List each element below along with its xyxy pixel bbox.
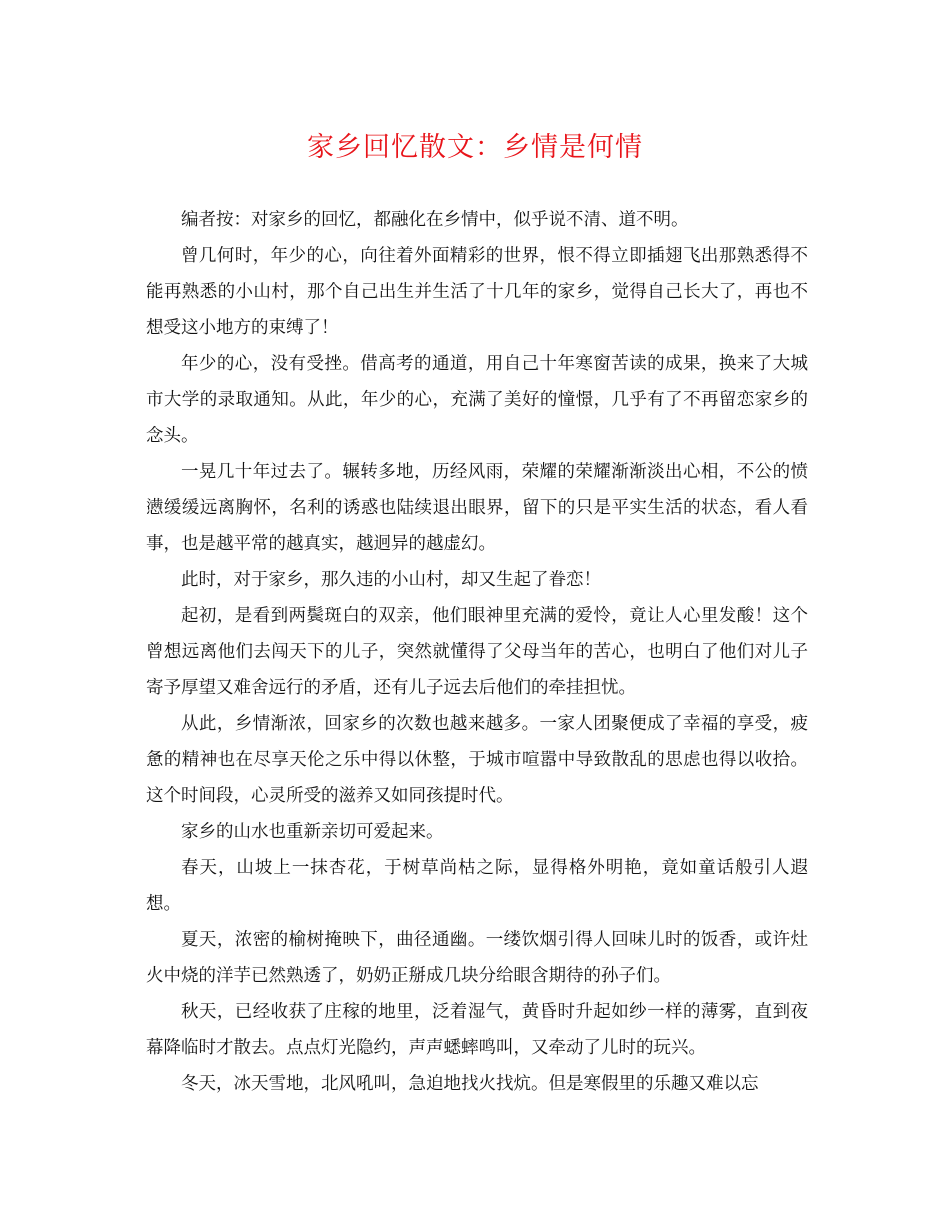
paragraph-summer: 夏天，浓密的榆树掩映下，曲径通幽。一缕饮烟引得人回味儿时的饭香，或许灶火中烧的洋芋已然熟透了，奶奶正掰成几块分给眼含期待的孙子们。 [146, 930, 808, 986]
paragraph-editor-note: 编者按：对家乡的回忆，都融化在乡情中，似乎说不清、道不明。 [181, 210, 689, 230]
paragraph-winter: 冬天，冰天雪地，北风吼叫，急迫地找火找炕。但是寒假里的乐趣又难以忘 [181, 1074, 759, 1094]
paragraph: 年少的心，没有受挫。借高考的通道，用自己十年寒窗苦读的成果，换来了大城市大学的录取通知。从此，年少的心，充满了美好的憧憬，几乎有了不再留恋家乡的念头。 [146, 354, 808, 446]
paragraph: 曾几何时，年少的心，向往着外面精彩的世界，恨不得立即插翅飞出那熟悉得不能再熟悉的小山村，那个自己出生并生活了十几年的家乡，觉得自己长大了，再也不想受这小地方的束缚了！ [146, 246, 808, 338]
paragraph-autumn: 秋天，已经收获了庄稼的地里，泛着湿气，黄昏时升起如纱一样的薄雾，直到夜幕降临时才散去。点点灯光隐约，声声蟋蟀鸣叫，又牵动了儿时的玩兴。 [146, 1002, 808, 1058]
paragraph: 一晃几十年过去了。辗转多地，历经风雨，荣耀的荣耀渐渐淡出心相，不公的愤懑缓缓远离胸怀，名利的诱惑也陆续退出眼界，留下的只是平实生活的状态，看人看事，也是越平常的越真实，越迥异的越虚幻。 [146, 462, 808, 554]
article-body [146, 202, 808, 1102]
paragraph: 起初，是看到两鬓斑白的双亲，他们眼神里充满的爱怜，竟让人心里发酸！这个曾想远离他们去闯天下的儿子，突然就懂得了父母当年的苦心，也明白了他们对儿子寄予厚望又难舍远行的矛盾，还有儿子远去后他们的牵挂担忧。 [146, 606, 808, 698]
document-title: 家乡回忆散文：乡情是何情 [307, 132, 643, 163]
paragraph: 家乡的山水也重新亲切可爱起来。 [181, 822, 444, 842]
paragraph: 从此，乡情渐浓，回家乡的次数也越来越多。一家人团聚便成了幸福的享受，疲惫的精神也在尽享天伦之乐中得以休整，于城市喧嚣中导致散乱的思虑也得以收拾。这个时间段，心灵所受的滋养又如同孩提时代。 [146, 714, 808, 806]
paragraph-spring: 春天，山坡上一抹杏花，于树草尚枯之际，显得格外明艳，竟如童话般引人遐想。 [146, 858, 808, 914]
paragraph: 此时，对于家乡，那久违的小山村，却又生起了眷恋！ [181, 570, 601, 590]
